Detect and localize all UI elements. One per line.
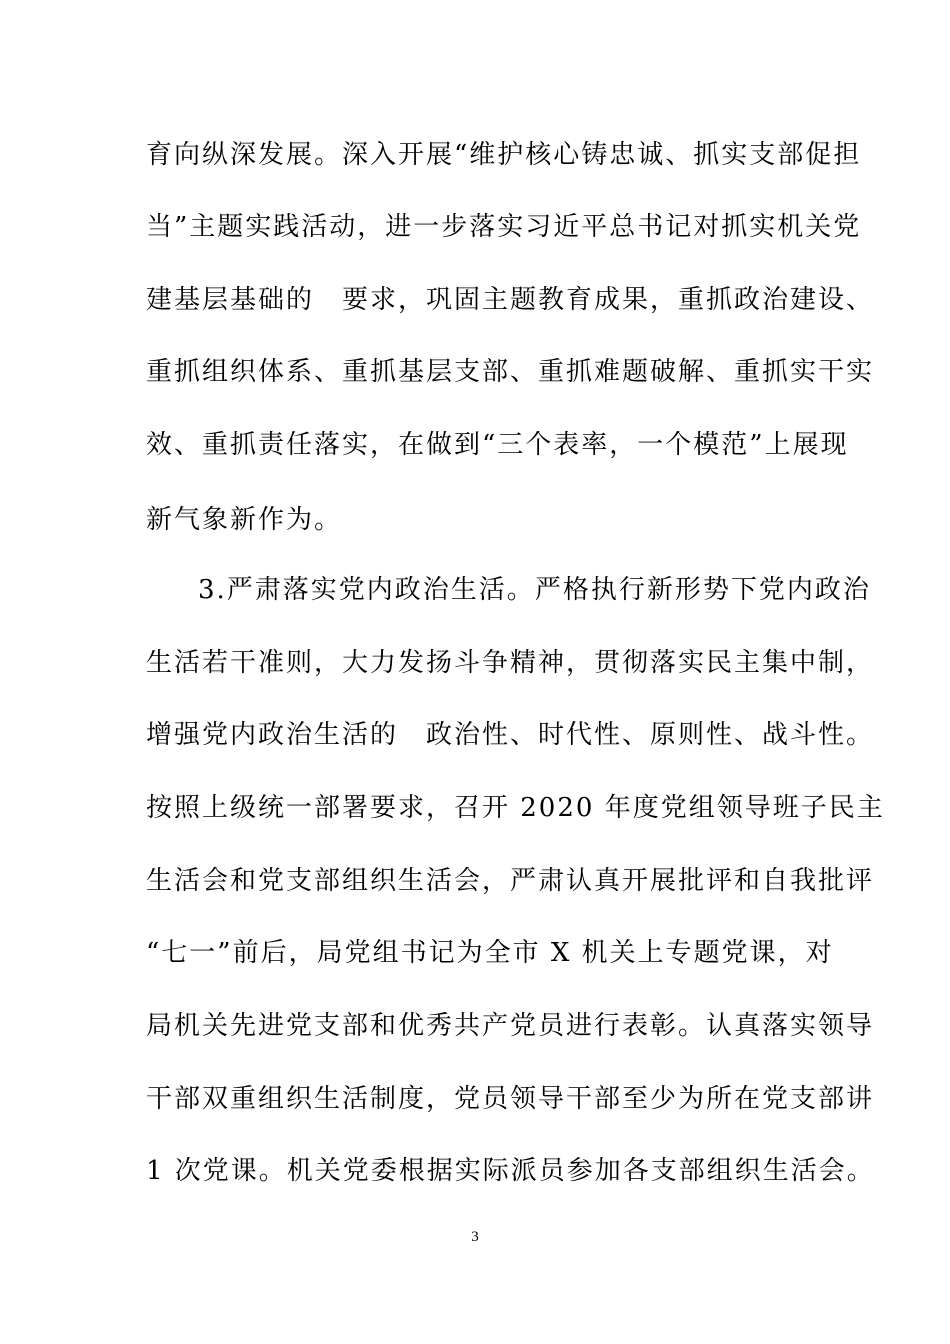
section-3-first-line [198,575,871,605]
paragraph-line: 按照上级统一部署要求，召开 2020 年度党组领导班子民主 [146,793,885,823]
paragraph-line: 育向纵深发展。深入开展“维护核心铸忠诚、抓实支部促担 [146,140,862,170]
paragraph-line: 干部双重组织生活制度，党员领导干部至少为所在党支部讲 [146,1084,875,1114]
paragraph-line: 建基层基础的 要求，巩固主题教育成果，重抓政治建设、 [146,285,875,315]
section-3-heading: 3.严肃落实党内政治生活。 [198,575,535,605]
paragraph-line: 增强党内政治生活的 政治性、时代性、原则性、战斗性。 [146,720,875,750]
paragraph-line: 1 次党课。机关党委根据实际派员参加各支部组织生活会。 [146,1156,875,1186]
paragraph-line: 生活若干准则，大力发扬斗争精神，贯彻落实民主集中制， [146,648,875,678]
paragraph-line: 当”主题实践活动，进一步落实习近平总书记对抓实机关党 [146,212,862,242]
page-number: 3 [471,1229,479,1245]
paragraph-line: 局机关先进党支部和优秀共产党员进行表彰。认真落实领导 [146,1011,875,1041]
paragraph-line: 重抓组织体系、重抓基层支部、重抓难题破解、重抓实干实 [146,357,875,387]
paragraph-line: “七一”前后，局党组书记为全市 X 机关上专题党课，对 [146,938,834,968]
section-3-text: 严格执行新形势下党内政治 [534,575,871,605]
paragraph-line: 新气象新作为。 [146,505,343,535]
paragraph-line: 生活会和党支部组织生活会，严肃认真开展批评和自我批评 [146,866,875,896]
paragraph-line: 效、重抓责任落实，在做到“三个表率，一个模范”上展现 [146,430,849,460]
